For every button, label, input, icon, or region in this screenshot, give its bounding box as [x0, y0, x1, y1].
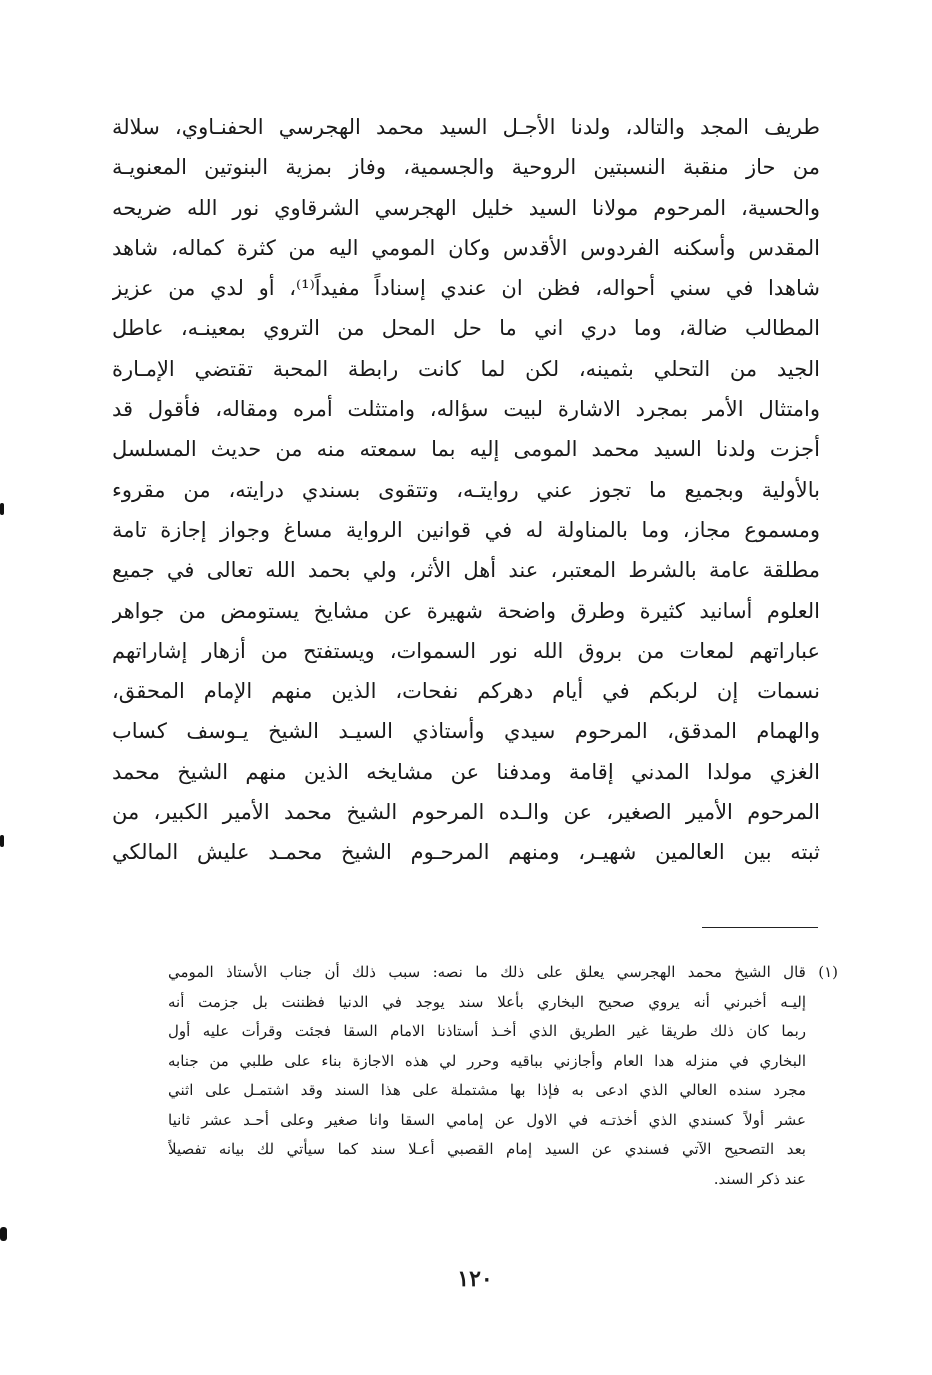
footnote-block — [168, 958, 838, 1194]
scan-margin-mark — [0, 835, 4, 847]
text-line: المقدس وأسكنه الفردوس الأقدس وكان المومي اليه من كثرة كماله، شاهد — [112, 235, 820, 260]
text-line: من حاز منقبة النسبتين الروحية والجسمية، وفاز بمزية البنوتين المعنويـة — [112, 155, 820, 180]
footnote-line: عند ذكر السند. — [713, 1169, 806, 1188]
text-line: عباراتهم لمعات من بروق الله نور السموات، ويستفتح من أزهار إشاراتهم — [112, 638, 820, 663]
text-line: بالأولية وبجميع ما تجوز عني روايتـه، وتتقوى بسندي درايته، من مقروء — [112, 477, 820, 502]
text-line: وامتثال الأمر بمجرد الاشارة لبيت سؤاله، وامتثلت أمره ومقاله، فأقول قد — [112, 397, 820, 422]
footnote-separator — [702, 927, 818, 928]
text-line: شاهدا في سني أحواله، فظن ان عندي إسناداً مفيداً⁽¹⁾، أو لدي من عزيز — [112, 276, 820, 301]
page-number: ١٢٠ — [457, 1266, 493, 1292]
text-line: العلوم أسانيد كثيرة وطرق واضحة شهيرة عن مشايخ يستومض من جواهر — [112, 598, 820, 623]
text-line: والحسية، المرحوم مولانا السيد خليل الهجرسي الشرقاوي نور الله ضريحه — [112, 195, 820, 220]
scan-margin-mark — [0, 1227, 7, 1241]
text-line: المطالب ضالة، وما دري اني ما حل المحل من التروي بمعينـه، عاطل — [112, 316, 820, 341]
text-line: المرحوم الأمير الصغير، عن والـده المرحوم الشيخ محمد الأمير الكبير، من — [112, 800, 820, 825]
footnote-line: إليـه أخبرني أنه يروي صحيح البخاري بأعلا سند يوجد في الدنيا فظننت بل جزمت أنه — [168, 992, 806, 1011]
text-line: ثبته بين العالمين شهيـر، ومنهم المرحـوم الشيخ محمـد عليش المالكي — [112, 840, 820, 865]
scan-margin-mark — [0, 503, 4, 515]
text-line: مطلقة عامة بالشرط المعتبر، عند أهل الأثر، ولي بحمد الله تعالى في جميع — [112, 558, 820, 583]
footnote-line: بعد التصحيح الآتي فسندي عن السيد إمام القصبي أعـلا سند كما سيأتي لك بيانه تفصيلاً — [168, 1140, 806, 1158]
footnote-line: عشر أولاً كسندي الذي أخذتـه في الاول عن إمامي السقا وانا صغير وعلى أحـد عشر ثانيا — [168, 1110, 806, 1129]
text-line: الغزي مولدا المدني إقامة ومدفنا عن مشايخه الذين منهم الشيخ محمد — [112, 759, 820, 784]
footnote-line: (١) قال الشيخ محمد الهجرسي يعلق على ذلك ما نصه: سبب ذلك أن جناب الأستاذ المومي — [168, 963, 838, 981]
footnote-line: البخاري في منزله هدا العام وأجازني بباقيه وحرر لي هذه الاجازة بناء على طلبي من جنابه — [168, 1051, 806, 1070]
text-line: ومسموع مجاز، وما بالمناولة له في قوانين الرواية مساغ وجواز إجازة تامة — [112, 517, 820, 542]
text-line: نسمات إن لربكم في أيام دهركم نفحات، الذين منهم الإمام المحقق، — [112, 679, 820, 704]
main-text-block — [112, 107, 820, 873]
footnote-line: ربما كان ذلك طريقا غير الطريق الذي أخـذ أستاذنا الامام السقا فجئت وقرأت عليه أول — [168, 1022, 806, 1040]
text-line: طريف المجد والتالد، ولدنا الأجـل السيد محمد الهجرسي الحفنـاوي، سلالة — [112, 115, 820, 139]
footnote-line: مجرد سنده العالي الذي ادعى به فإذا بها مشتملة على هذا السند وقد اشتمـل على اثني — [168, 1081, 806, 1099]
text-line: أجزت ولدنا السيد محمد المومى إليه بما سمعته منه من حديث المسلسل — [112, 437, 820, 462]
text-line: والهمام المدقق، المرحوم سيدي وأستاذي السيـد الشيخ يـوسف كساب — [112, 719, 820, 744]
text-line: الجيد من التحلي بثمينه، لكن لما كانت رابطة المحبة تقتضي الإمـارة — [112, 356, 820, 381]
